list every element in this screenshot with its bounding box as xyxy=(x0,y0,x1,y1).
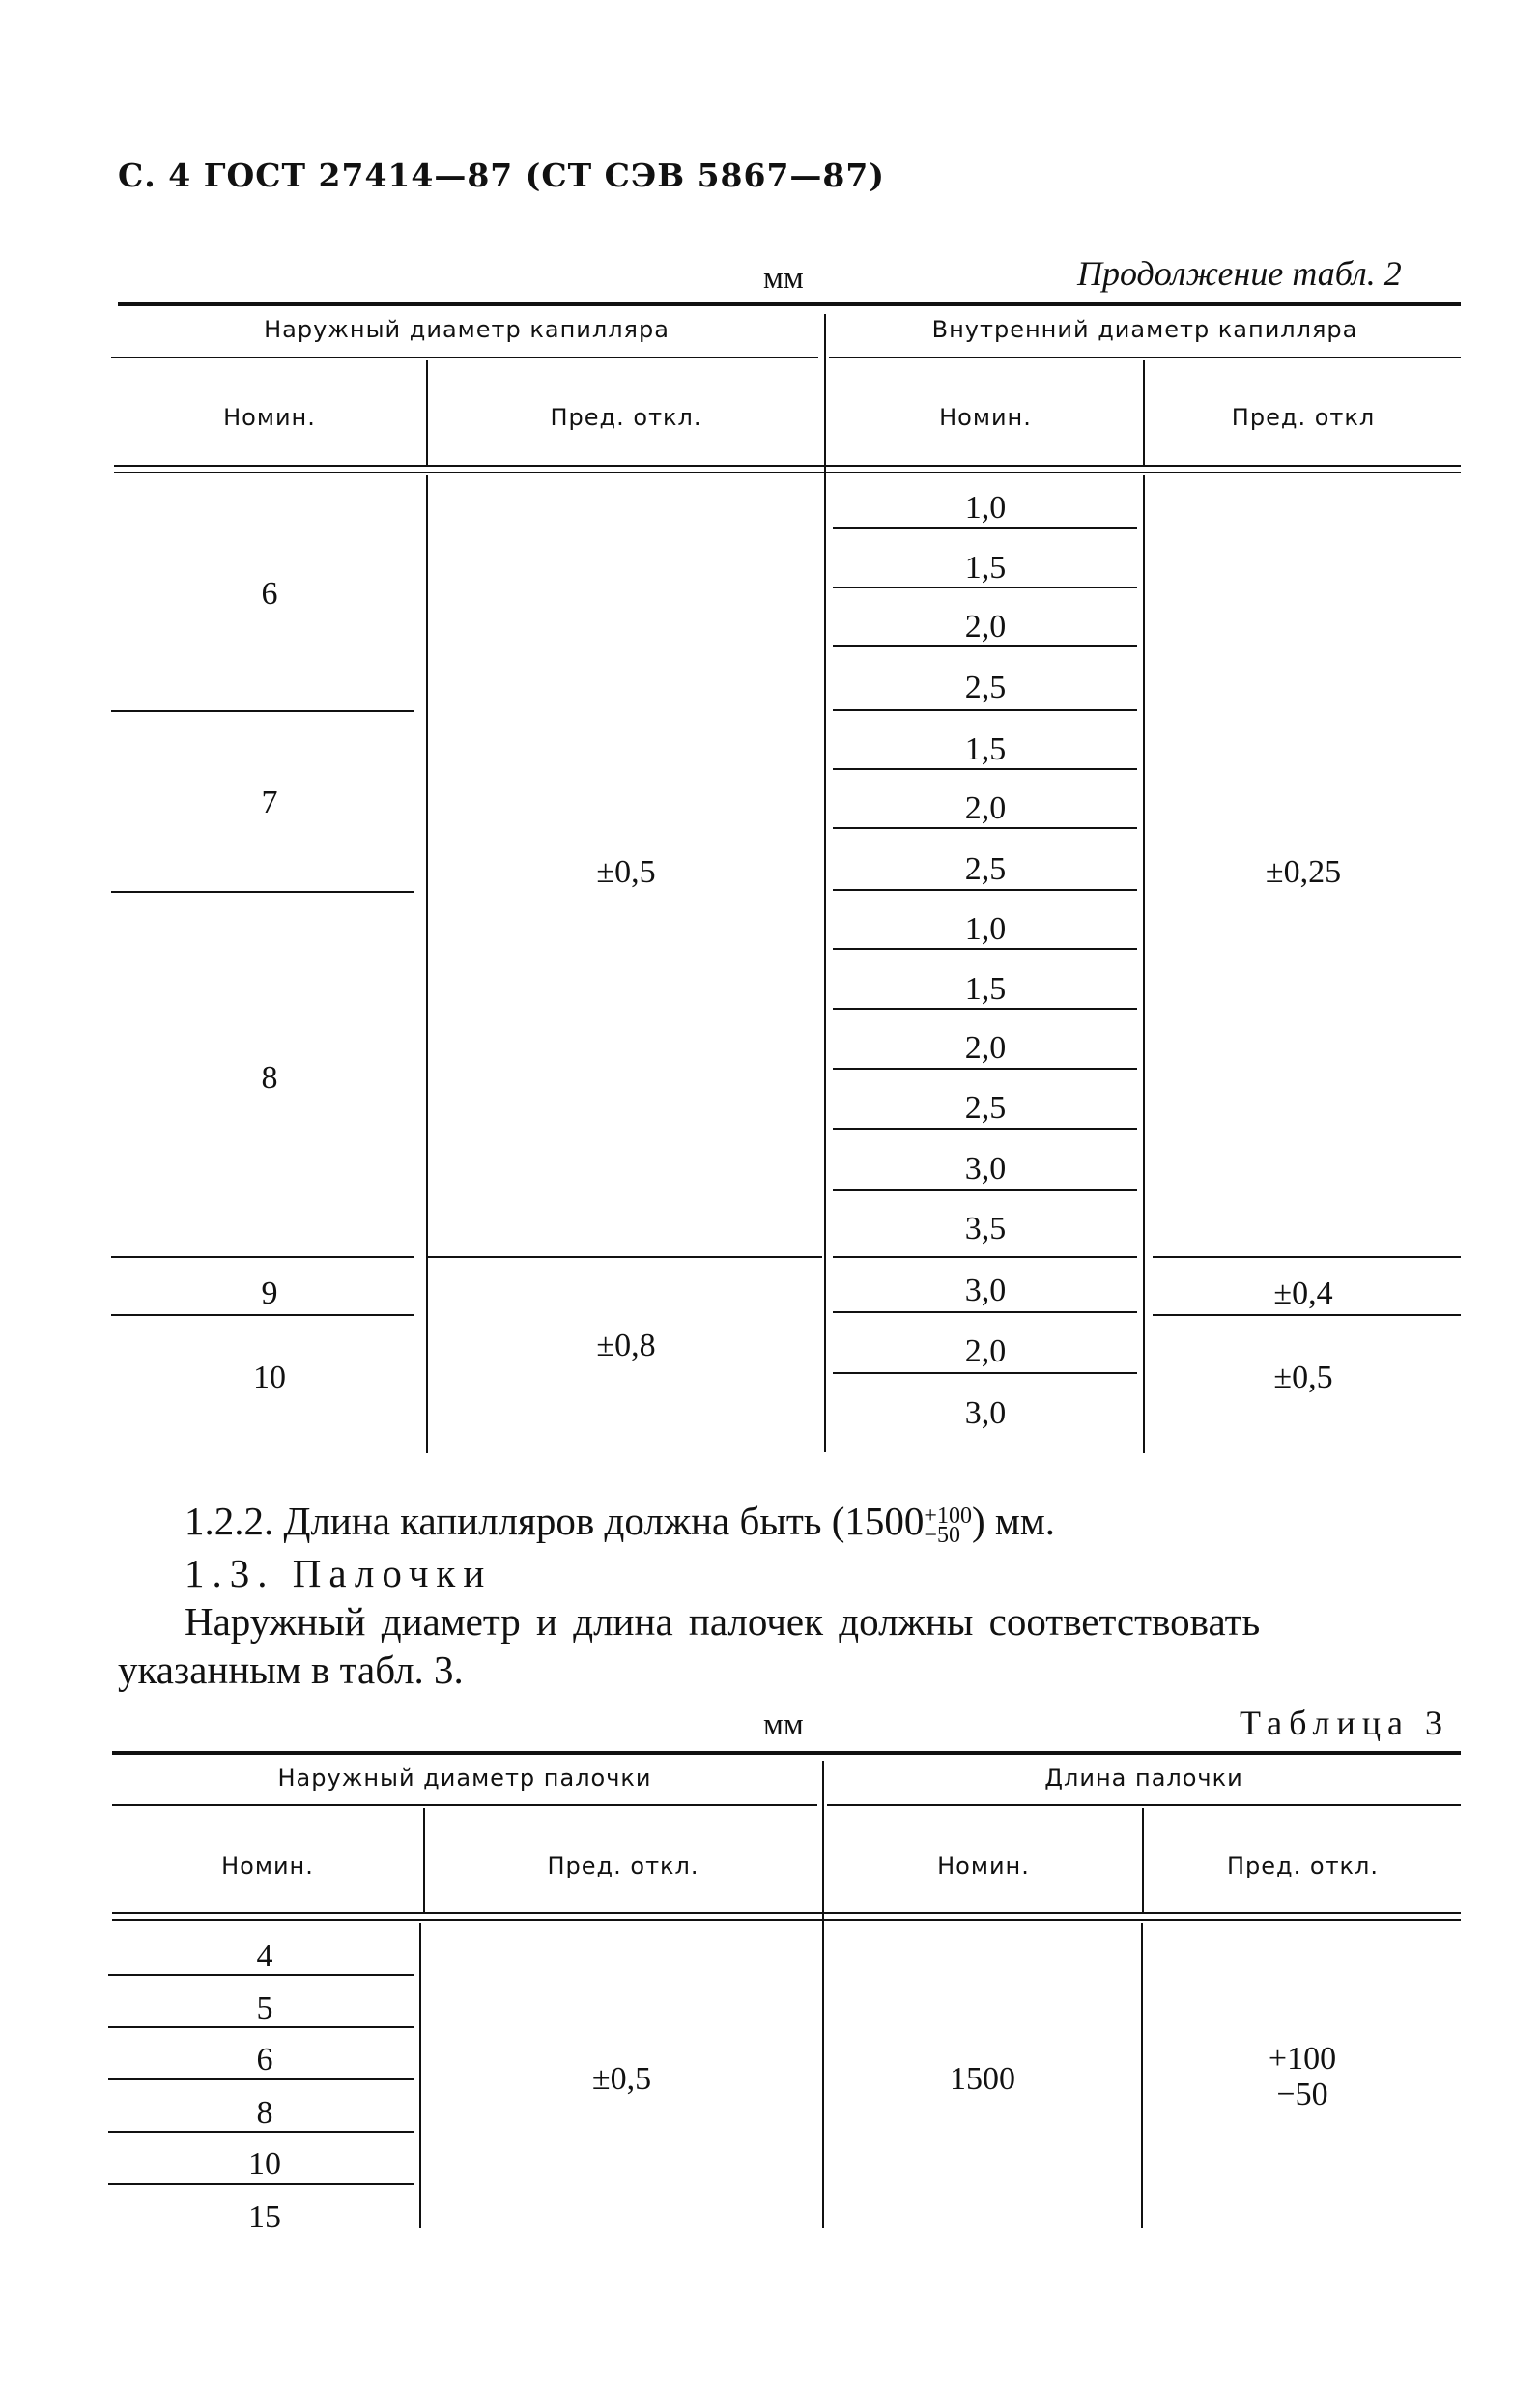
paragraph-1-3-line-1: Наружный диаметр и длина палочек должны соответствовать xyxy=(185,1599,1261,1644)
table3-top-rule xyxy=(112,1751,1461,1755)
table2-inner-nominal: 1,0 xyxy=(964,911,1007,947)
tolerance-upper: +100 xyxy=(924,1503,972,1529)
paragraph-1-2-2-text: 1.2.2. Длина капилляров должна быть (1500 xyxy=(185,1499,925,1543)
table2-caption: Продолжение табл. 2 xyxy=(1077,254,1402,293)
table3-caption: Таблица 3 xyxy=(1240,1704,1449,1742)
table3-outer-rule xyxy=(108,2183,414,2185)
table2-inner-nominal: 3,0 xyxy=(964,1151,1007,1187)
table3-col-dev-length: Пред. откл. xyxy=(1226,1852,1380,1879)
table3-header-rule-2 xyxy=(112,1919,1461,1921)
table2-inner-nominal: 2,0 xyxy=(964,1030,1007,1066)
table2-inner-nominal: 2,5 xyxy=(964,670,1007,705)
table3-outer-rule xyxy=(108,2131,414,2133)
table2-inner-nominal: 1,5 xyxy=(964,731,1007,767)
table3-vline-center xyxy=(822,1761,824,2228)
table3-group-length: Длина палочки xyxy=(1044,1764,1243,1791)
table3-vline-right-body xyxy=(1141,1923,1143,2228)
table2-inner-nominal: 2,0 xyxy=(964,790,1007,826)
table3-outer-rule xyxy=(108,2078,414,2080)
table2-group-outer: Наружный диаметр капилляра xyxy=(264,316,670,343)
section-heading-1-3-text: 1.3. Палочки xyxy=(185,1551,493,1595)
table3-outer-dev: ±0,5 xyxy=(591,2061,652,2097)
paragraph-1-2-2-suffix: ) мм. xyxy=(971,1499,1056,1543)
table3-col-nom-length: Номин. xyxy=(937,1852,1030,1879)
paragraph-1-3-line-2: указанным в табл. 3. xyxy=(118,1648,464,1692)
table2-inner-nominal: 2,0 xyxy=(964,609,1007,645)
table3-header-rule xyxy=(112,1912,1461,1914)
table2-inner-nominal: 2,5 xyxy=(964,851,1007,887)
table2-col-dev: Пред. откл. xyxy=(550,404,702,431)
table3-group-rule-right xyxy=(827,1804,1461,1806)
table3-outer-rule xyxy=(108,1974,414,1976)
table2-inner-nominal: 2,0 xyxy=(964,1333,1007,1369)
table2-unit: мм xyxy=(763,261,804,296)
table3-col-nom: Номин. xyxy=(221,1852,314,1879)
page-header: С. 4 ГОСТ 27414—87 (СТ СЭВ 5867—87) xyxy=(118,157,885,194)
table3-col-dev: Пред. откл. xyxy=(547,1852,699,1879)
table2-outer-dev: ±0,5 xyxy=(596,854,656,890)
table2-inner-nominal: 3,5 xyxy=(964,1211,1007,1246)
table2-col-nom: Номин. xyxy=(223,404,316,431)
table3-group-outer: Наружный диаметр палочки xyxy=(277,1764,652,1791)
table2-col-dev-inner: Пред. откл xyxy=(1231,404,1376,431)
table2-inner-nominal: 3,0 xyxy=(964,1273,1007,1308)
table3-outer-nominal: 5 xyxy=(256,1991,273,2026)
table2-col-nom-inner: Номин. xyxy=(939,404,1032,431)
table3-outer-rule xyxy=(108,2026,414,2028)
table3-outer-nominal: 6 xyxy=(256,2042,273,2077)
table2-outer-nominal: 7 xyxy=(261,785,278,820)
table3-length-nominal: 1500 xyxy=(950,2061,1015,2097)
table3-outer-nominal: 15 xyxy=(248,2199,281,2235)
table2-outer-nominal: 10 xyxy=(253,1360,286,1395)
table3-outer-nominal: 4 xyxy=(256,1938,273,1974)
table2-outer-nominal: 6 xyxy=(261,576,278,612)
table3-vline-left-body xyxy=(419,1923,421,2228)
table2-inner-nominal: 1,0 xyxy=(964,490,1007,526)
table3-outer-nominal: 10 xyxy=(248,2146,281,2182)
table2-inner-nominal: 3,0 xyxy=(964,1395,1007,1431)
table2-group-inner: Внутренний диаметр капилляра xyxy=(931,316,1358,343)
table3-vline-left xyxy=(423,1808,425,1912)
table2-inner-dev: ±0,4 xyxy=(1273,1275,1333,1311)
table2-inner-dev: ±0,5 xyxy=(1273,1360,1333,1395)
table3-group-rule-left xyxy=(112,1804,817,1806)
table2-inner-nominal: 1,5 xyxy=(964,971,1007,1007)
tolerance-lower: −50 xyxy=(924,1522,960,1548)
table2-inner-dev: ±0,25 xyxy=(1265,854,1342,890)
table2-outer-nominal: 9 xyxy=(261,1275,278,1311)
table2-inner-nominal: 2,5 xyxy=(964,1090,1007,1126)
table3-vline-right xyxy=(1142,1808,1144,1912)
table2-inner-nominal: 1,5 xyxy=(964,550,1007,586)
table2-outer-nominal: 8 xyxy=(261,1060,278,1096)
table3-outer-nominal: 8 xyxy=(256,2095,273,2131)
table3-length-dev-minus: −50 xyxy=(1276,2077,1328,2112)
table2-outer-dev: ±0,8 xyxy=(596,1328,656,1363)
table3-unit: мм xyxy=(763,1707,804,1742)
table3-length-dev-plus: +100 xyxy=(1268,2041,1337,2077)
